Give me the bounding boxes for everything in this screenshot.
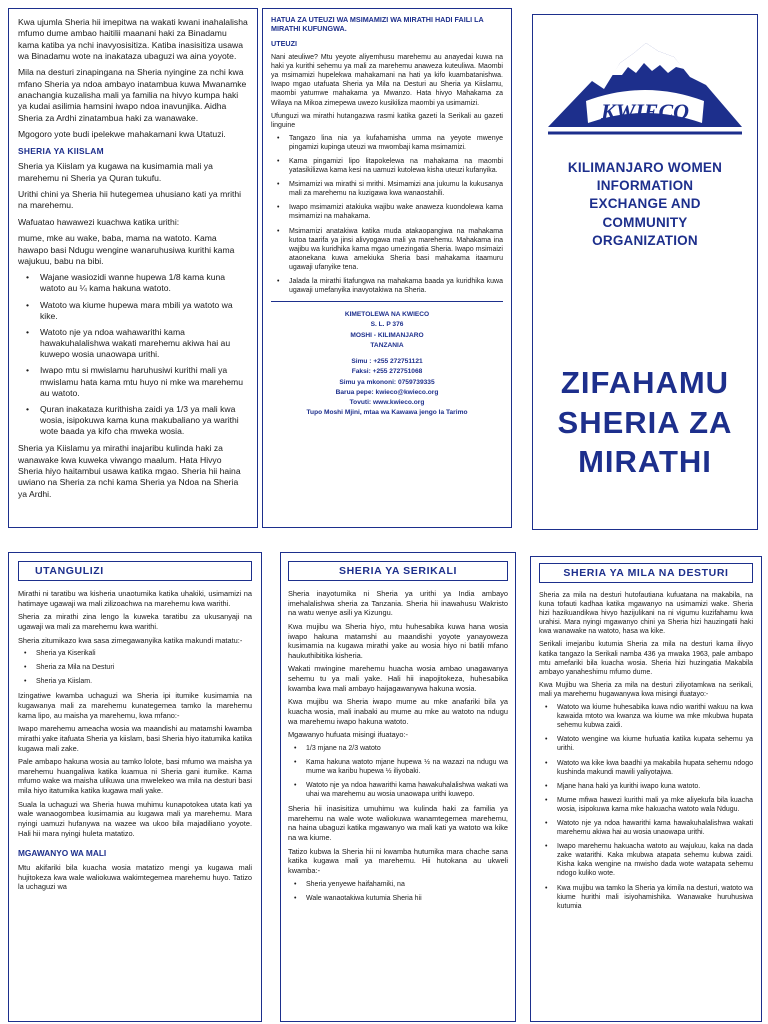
contact-block	[271, 301, 503, 418]
section-heading-appointment-steps: HATUA ZA UTEUZI WA MSIMAMIZI WA MIRATHI HADI FAILI LA MIRATHI KUFUNGWA.	[271, 15, 484, 34]
title-line: SHERIA ZA	[557, 404, 733, 440]
list-item: • Iwapo mtu si mwislamu haruhusiwi kurithi mali ya mwislamu hata kama mtu huyo ni mke wa marehemu au watoto.	[18, 365, 248, 399]
list-item: • Tangazo lina nia ya kufahamisha umma na yeyote mwenye pingamizi kupinga uteuzi wa mwombaji kama msimamizi.	[271, 134, 503, 152]
section-heading-islamic-law: SHERIA YA KIISLAM	[18, 146, 104, 157]
title-line: MIRATHI	[578, 444, 712, 480]
logo-text: KWIECO	[600, 99, 690, 124]
list-item: • Msimamizi anatakiwa katika muda atakaopangiwa na mahakama kutoa taarifa ya jinsi alivyogawa mali ya marehemu. Mahakama ina wajibu wa kuridhika kama mgao umezingatia Sheria. Iwapo msimaizi ataonekana kuwa amekiuka Sheria basi mahakama itaamuru ugawaji ufanyike tena.	[271, 227, 503, 272]
paragraph: Mgogoro yote budi ipelekwe mahakamani kwa Utatuzi.	[18, 129, 226, 140]
bullet-list	[271, 134, 503, 295]
paragraph: Sheria ya Kiislamu ya mirathi inajaribu kulinda haki za wanawake kwa kuweka viwango maalum. Hata Hivyo Sheria hiyo haitambui usawa katika mgao. Sheria hii haina uwiano na Sheria za nchi kama Sheria ya Ndoa na Sheria ya Ardhi.	[18, 443, 241, 499]
paragraph: mume, mke au wake, baba, mama na watoto. Kama hawapo basi Ndugu wengine wanaruhusiwa kurithi kama wajukuu, babu na bibi.	[18, 233, 235, 266]
list-item: • Quran inakataza kurithisha zaidi ya 1/3 ya mali kwa wosia, isipokuwa kama kuna makubaliano ya warithi wote baada ya kifo cha mweka wosia.	[18, 404, 248, 438]
bullet-list	[288, 744, 508, 799]
brochure-title	[533, 363, 757, 482]
fax: Faksi: +255 272751068	[351, 368, 423, 376]
list-item: • Watoto wa kiume huhesabika kuwa ndio warithi wakuu na kwa kawaida mtoto wa kwanza wa kiume wa mke mkubwa hupata sehemu kubwa zaidi.	[539, 703, 753, 730]
paragraph: Wafuatao hawawezi kuachwa katika urithi:	[18, 216, 180, 227]
email: Barua pepe: kwieco@kwieco.org	[335, 388, 439, 396]
list-item: • Watoto nje ya ndoa hawarithi kama hawakuhalalishwa wakati wa uhai wa marehemu au wosia unaowapa urithi kuwepo.	[288, 781, 508, 799]
list-item: • Watoto nje ya ndoa wahawarithi kama hawakuhalalishwa wakati marehemu akiwa hai au kuwepo wosia unaowapa urithi.	[18, 327, 248, 361]
paragraph: Sheria zitumikazo kwa sasa zimegawanyika katika makundi matatu:-	[18, 635, 243, 645]
paragraph: Nani ateuliwe? Mtu yeyote aliyemhusu marehemu au anayedai kuwa na haki ya kurithi sehemu ya mali za marehemu anaweza kuteuliwa. Maombi ya msimamizi hupelekwa mahakamani na hati ya kifo kuambatanishwa. Iwapo mgao utafuata Sheria ya Mila na Desturi au Sheria ya Kiislamu, maombi yatumwe mahakama ya Mwanzo. Hata hivyo Mahakama za Wilaya na Mikoa zimepewa uwezo kusikiliza maombi ya usimamizi.	[271, 54, 503, 107]
paragraph: Pale ambapo hakuna wosia au tamko lolote, basi mfumo wa maisha ya marehemu huangaliwa katika kuamua ni Sheria gani itumike. Kama mfumo wake wa maisha ulikuwa una mwelekeo wa mila na desturi basi mila hiyo itatumika katika kugawa mali yake.	[18, 757, 252, 796]
website: Tovuti: www.kwieco.org	[349, 398, 425, 406]
bullet-list	[18, 272, 248, 437]
panel-introduction	[8, 552, 262, 1022]
paragraph: Sheria za mila na desturi hutofautiana kufuatana na makabila, na kuna tofauti kadhaa katika mgawanyo na usimamizi wake. Sheria hizi hazikuandikwa hivyo hazijulikani na ni vigumu kuzifahamu kwa urahisi. Mara nyingi mgawanyo chini ya Sheria hizi hauzingatii haki kwa wanawake na watoto, hasa wa kike.	[539, 592, 753, 636]
paragraph: Sheria hii inasisitiza umuhimu wa kulinda haki za familia ya marehemu na wale wote waliokuwa wanamtegemea marehemu, na haina ubaguzi katika mgawanyo wa mali kati ya watoto wa kike na wa kiume.	[288, 804, 508, 843]
kwieco-logo	[542, 23, 748, 147]
paragraph: Iwapo marehemu ameacha wosia wa maandishi au matamshi kwamba mirathi yake itafuata Sheria ya kiislam, basi Sheria hiyo itatumika katika kugawa mali zake.	[18, 724, 252, 753]
subheading-uteuzi: UTEUZI	[271, 38, 297, 48]
list-item: • Iwapo marehemu hakuacha watoto au wajukuu, kaka na dada zake watarithi. Kaka mkubwa atapata sehemu kubwa zaidi. Kisha kaka wengine na mwisho dada wote watapata sehemu ndogo kuliko wote.	[539, 842, 753, 878]
section-heading-introduction: UTANGULIZI	[18, 561, 252, 581]
address: Tupo Moshi Mjini, mtaa wa Kawawa jengo la Tarimo	[306, 409, 468, 417]
paragraph: Mgawanyo hufuata misingi ifuatayo:-	[288, 730, 408, 740]
paragraph: Kwa mujibu wa Sheria iwapo mume au mke anafariki bila ya kuacha wosia, mali inabaki au mume au mke au watoto na ndugu wa marehemu iwapo hakuna watoto.	[288, 697, 508, 726]
list-item: • Msimamizi wa mirathi si mrithi. Msimamizi ana jukumu la kukusanya mali za marehemu na kuzigawa kwa wanaostahili.	[271, 180, 503, 198]
list-item: • Sheria yenyewe haifahamiki, na	[288, 880, 508, 889]
panel-appointment-steps	[262, 8, 512, 528]
bullet-list	[18, 649, 252, 686]
list-item: • Watoto wa kike kwa baadhi ya makabila hupata sehemu ndogo kushinda makundi mawili yaliyotajwa.	[539, 759, 753, 777]
section-heading-government-law: SHERIA YA SERIKALI	[288, 561, 508, 581]
panel-customary-law	[530, 556, 762, 1022]
paragraph: Mila na desturi zinapingana na Sheria nyingine za nchi kwa mfano Sheria ya ndoa ambayo inatambua kuwa Mwanamke anachangia kuzalisha mali ya familia na hivyo kumpa haki ya kudai asilimia hamsini iwapo ndoa inavunjika. Aidha Sheria za Ardhi zinatambua haki za wanawake.	[18, 67, 247, 123]
list-item: • Kwa mujibu wa tamko la Sheria ya kimila na desturi, watoto wa kiume hurithi mali isiyohamishika. Wanawake huruhusiwa kutumia	[539, 884, 753, 911]
paragraph: Serikali imejaribu kutumia Sheria za mila na desturi kama ilivyo katika tangazo la Serikali namba 436 ya mwaka 1963, pale ambapo mtu amefariki bila kuacha wosia. Sheria hizi huzingatia Makabila ambayo yanaheshimu mfumo dume.	[539, 641, 753, 676]
paragraph: Kwa ujumla Sheria hii imepitwa na wakati kwani inahalalisha mfumo dume ambao haitilii maanani haki za Binadamu kama katiba ya nchi inavyosisitiza. Katiba inasisitiza usawa wa Binadamu wote na inakataza ubaguzi wa aina yoyote.	[18, 17, 248, 62]
mobile: Simu ya mkononi: 0759739335	[339, 378, 435, 386]
list-item: • Sheria ya Kiislam.	[18, 677, 252, 686]
country: TANZANIA	[370, 341, 404, 349]
section-heading-property-division: MGAWANYO WA MALI	[18, 848, 107, 859]
list-item: • Kama pingamizi lipo litapokelewa na mahakama na maombi yatasikilizwa kama kesi na uamuzi kutolewa kisha uteuzi kufanyika.	[271, 157, 503, 175]
list-item: • Watoto wa kiume hupewa mara mbili ya watoto wa kike.	[18, 300, 248, 322]
list-item: • Sheria ya Kiserikali	[18, 649, 252, 658]
list-item: • Wajane wasiozidi wanne hupewa 1/8 kama kuna watoto au ¼ kama hakuna watoto.	[18, 272, 248, 294]
paragraph: Ufunguzi wa mirathi hutangazwa rasmi katika gazeti la Serikali au gazeti linguine	[271, 112, 503, 129]
paragraph: Izingatiwe kwamba uchaguzi wa Sheria ipi itumike kusimamia na kugawanya mali za marehemu kunategemea tamko la marehemu kama lipo, au maisha ya marehemu, kwa mfano:-	[18, 691, 252, 720]
title-line: ZIFAHAMU	[560, 365, 730, 400]
list-item: • Wale wanaotakiwa kutumia Sheria hii	[288, 894, 508, 903]
org-line: ORGANIZATION	[592, 232, 698, 248]
city: MOSHI - KILIMANJARO	[350, 331, 424, 339]
org-line: KILIMANJARO WOMEN	[567, 160, 723, 175]
publisher-line: KIMETOLEWA NA KWIECO	[344, 311, 430, 319]
panel-islamic-law-continued	[8, 8, 258, 528]
list-item: • Mjane hana haki ya kurithi iwapo kuna watoto.	[539, 782, 753, 791]
phone: Simu : +255 272751121	[351, 358, 423, 366]
bullet-list	[539, 703, 753, 911]
list-item: • Mume mfiwa hawezi kurithi mali ya mke aliyekufa bila kuacha wosia, isipokuwa kama mke hakuacha watoto wala Ndugu.	[539, 796, 753, 814]
paragraph: Urithi chini ya Sheria hii hutegemea uhusiano kati ya mrithi na marehemu.	[18, 189, 242, 211]
list-item: • Iwapo msimamizi atakiuka wajibu wake anaweza kuondolewa kama msimamizi na mahakama.	[271, 203, 503, 221]
organization-name	[533, 159, 757, 250]
cover-panel	[532, 14, 758, 530]
paragraph: Kwa Mujibu wa Sheria za mila na desturi ziliyotamkwa na serikali, mali ya marehemu hugawanywa kwa misingi ifuatayo:-	[539, 681, 753, 698]
paragraph: Kwa mujibu wa Sheria hiyo, mtu huhesabika kuwa hana wosia iwapo hakuna matamshi au maandishi yoyote yanayoweza kusimamia na kugawa mirathi yake au wosia hiyo ni batili mfano haukuthibitika kisheria.	[288, 621, 508, 660]
paragraph: Suala la uchaguzi wa Sheria huwa muhimu kunapotokea utata kati ya wale wanaogombea kusimamia au kugawa mali ya marehemu. Mara nyingi uamuzi hufanywa na wazee wa ukoo bila majadiliano yoyote. Hali hii mara nyingi huleta matatizo.	[18, 799, 252, 838]
list-item: • Watoto nje ya ndoa hawarithi kama hawakuhalalishwa wakati marehemu akiwa hai au wosia unaowapa urithi.	[539, 819, 753, 837]
po-box: S. L. P 376	[370, 321, 404, 329]
bullet-list	[288, 880, 508, 903]
section-heading-customary-law: SHERIA YA MILA NA DESTURI	[539, 563, 753, 583]
paragraph: Sheria za mirathi zina lengo la kuweka taratibu za ukusanyaji na ugawaji wa mali za marehemu kwa warithi.	[18, 612, 252, 631]
paragraph: Tatizo kubwa la Sheria hii ni kwamba hutumika mara chache sana katika kugawa mali ya marehemu. Hii hutokana au ukweli kwamba:-	[288, 846, 508, 875]
org-line: EXCHANGE AND	[589, 196, 701, 212]
list-item: • 1/3 mjane na 2/3 watoto	[288, 744, 508, 753]
org-line: COMMUNITY	[602, 214, 688, 230]
list-item: • Watoto wengine wa kiume hufuatia katika kupata sehemu ya urithi.	[539, 735, 753, 753]
panel-government-law	[280, 552, 516, 1022]
paragraph: Wakati mwingine marehemu huacha wosia ambao unagawanya sehemu tu ya mali yake. Hali hii inapojitokeza, huhesabika kwamba kwa mali ambayo haijagawanywa hakuna wosia.	[288, 664, 508, 693]
org-line: INFORMATION	[596, 178, 694, 194]
paragraph: Mtu akifariki bila kuacha wosia matatizo mengi ya kugawa mali hujitokeza kwa wale waliokuwa wakimtegemea marehemu huyo. Tatizo la uchaguzi wa	[18, 863, 252, 892]
list-item: • Jalada la mirathi litafungwa na mahakama baada ya kuridhika kuwa ugawaji umefanyika inavyotakiwa na Sheria.	[271, 277, 503, 295]
list-item: • Sheria za Mila na Desturi	[18, 663, 252, 672]
paragraph: Sheria ya Kiislam ya kugawa na kusimamia mali ya marehemu ni Sheria ya Quran tukufu.	[18, 161, 213, 183]
paragraph: Sheria inayotumika ni Sheria ya urithi ya India ambayo imehalalishwa sheria za Tanzania. Sheria hii inawahusu Wakristo na watu wenye asili ya Kizungu.	[288, 589, 508, 618]
list-item: • Kama hakuna watoto mjane hupewa ½ na wazazi na ndugu wa mume wa karibu hupewa ½ iliyobaki.	[288, 758, 508, 776]
paragraph: Mirathi ni taratibu wa kisheria unaotumika katika uhakiki, usimamizi na hatimaye ugawaji wa mali zilizoachwa na marehemu kwa warithi.	[18, 589, 252, 608]
